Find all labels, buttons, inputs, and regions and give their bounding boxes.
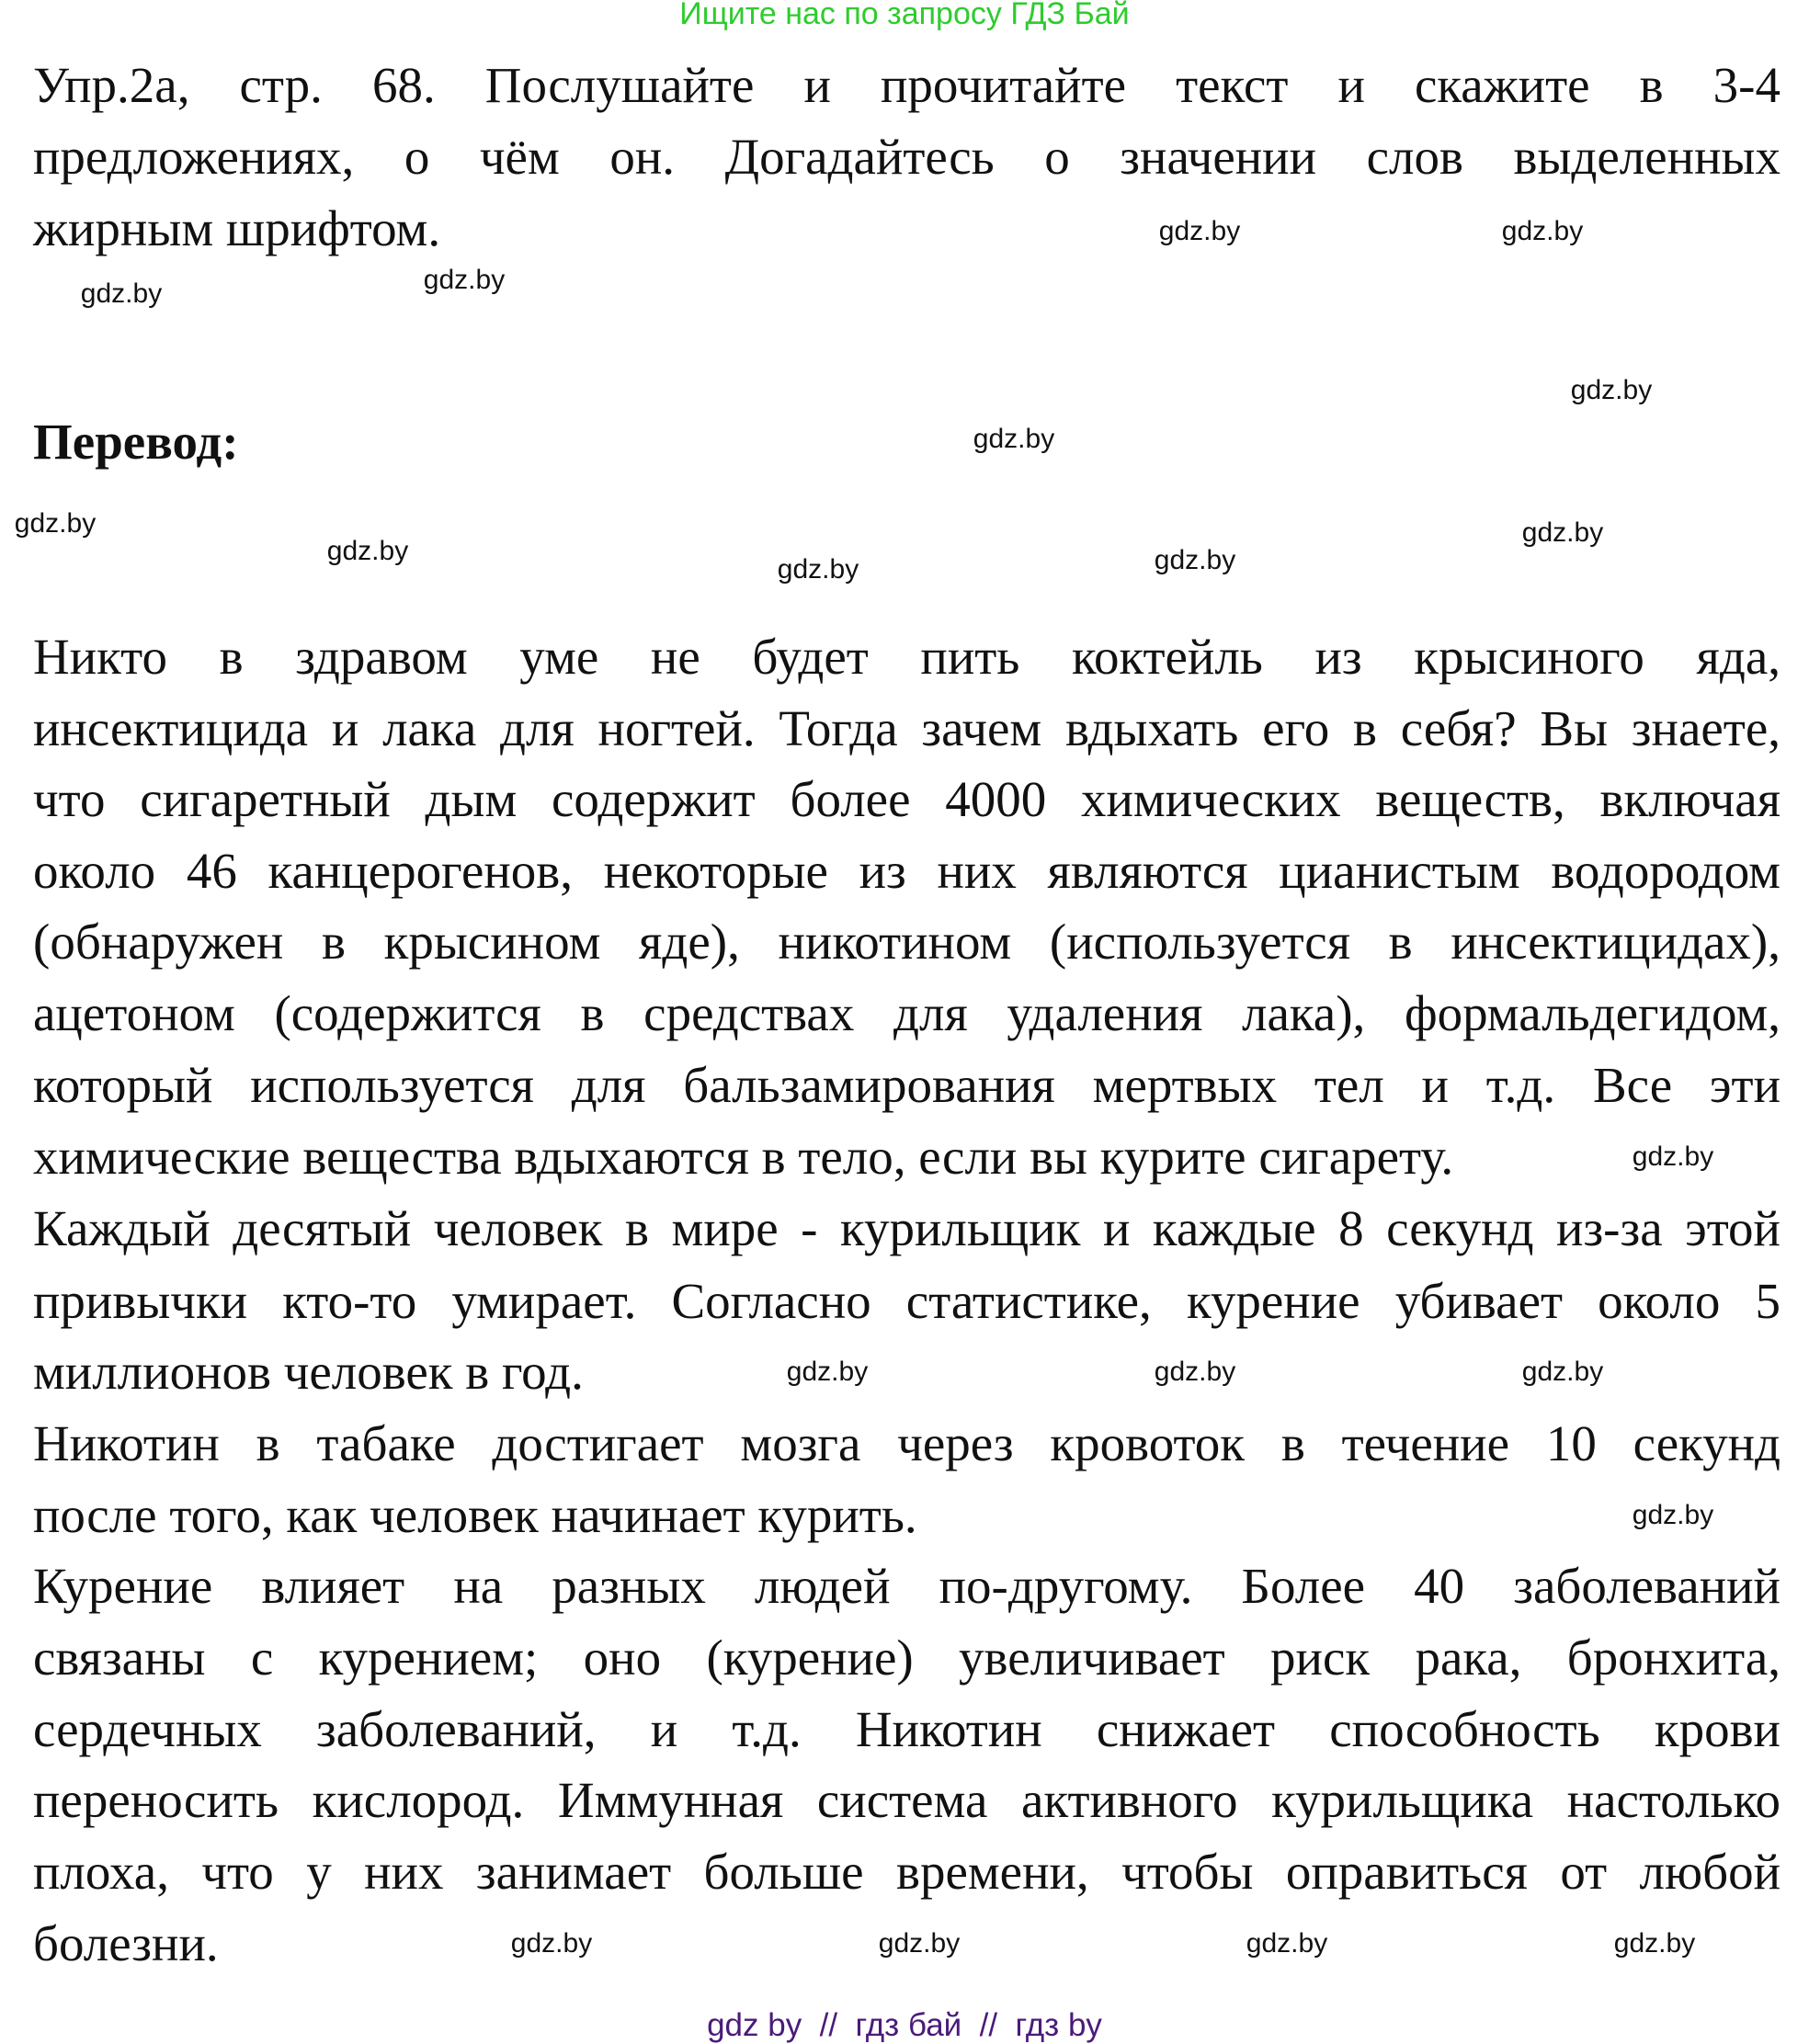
body-line: Каждый десятый человек в мире - курильщик и каждые 8 секунд из-за этой <box>33 1200 1781 1256</box>
watermark: gdz.by <box>1521 1357 1604 1387</box>
body-line: который используется для бальзамирования мертвых тел и т.д. Все эти <box>33 1057 1781 1113</box>
watermark: gdz.by <box>1521 517 1604 548</box>
watermark: gdz.by <box>1632 1500 1714 1530</box>
body-line: миллионов человек в год. <box>33 1344 584 1400</box>
watermark: gdz.by <box>1613 1928 1696 1959</box>
watermark: gdz.by <box>14 508 97 539</box>
body-line: привычки кто-то умирает. Согласно статистике, курение убивает около 5 <box>33 1273 1781 1329</box>
watermark: gdz.by <box>423 265 506 295</box>
body-line: около 46 канцерогенов, некоторые из них являются цианистым водородом <box>33 843 1781 899</box>
body-line: (обнаружен в крысином яде), никотином (используется в инсектицидах), <box>33 914 1781 970</box>
body-line: Курение влияет на разных людей по-другому. Более 40 заболеваний <box>33 1558 1781 1614</box>
watermark: gdz.by <box>1246 1928 1328 1959</box>
body-line: сердечных заболеваний, и т.д. Никотин снижает способность крови <box>33 1701 1781 1757</box>
body-line: переносить кислород. Иммунная система активного курильщика настолько <box>33 1772 1781 1828</box>
body-line: Никотин в табаке достигает мозга через кровоток в течение 10 секунд <box>33 1415 1781 1471</box>
watermark: gdz.by <box>973 424 1055 454</box>
body-line: что сигаретный дым содержит более 4000 химических веществ, включая <box>33 771 1781 827</box>
watermark: gdz.by <box>1632 1141 1714 1172</box>
watermark: gdz.by <box>1501 216 1584 246</box>
task-line: жирным шрифтом. <box>33 200 441 256</box>
body-line: ацетоном (содержится в средствах для удаления лака), формальдегидом, <box>33 985 1781 1041</box>
task-line: Упр.2а, стр. 68. Послушайте и прочитайте текст и скажите в 3-4 <box>33 57 1781 113</box>
body-line: плоха, что у них занимает больше времени, чтобы оправиться от любой <box>33 1844 1781 1900</box>
watermark: gdz.by <box>1154 545 1236 575</box>
body-line: после того, как человек начинает курить. <box>33 1487 917 1543</box>
watermark: gdz.by <box>1158 216 1241 246</box>
body-line: химические вещества вдыхаются в тело, если вы курите сигарету. <box>33 1129 1454 1185</box>
footer-links: gdz by // гдз бай // гдз by <box>707 2007 1102 2043</box>
search-hint-banner: Ищите нас по запросу ГДЗ Бай <box>679 0 1130 31</box>
watermark: gdz.by <box>777 554 859 585</box>
watermark: gdz.by <box>80 278 163 309</box>
watermark: gdz.by <box>878 1928 961 1959</box>
watermark: gdz.by <box>1570 375 1653 405</box>
task-line: предложениях, о чём он. Догадайтесь о значении слов выделенных <box>33 129 1781 185</box>
watermark: gdz.by <box>326 536 409 566</box>
translation-heading: Перевод: <box>33 414 239 470</box>
body-line: Никто в здравом уме не будет пить коктейль из крысиного яда, <box>33 629 1781 685</box>
body-line: инсектицида и лака для ногтей. Тогда зачем вдыхать его в себя? Вы знаете, <box>33 700 1781 756</box>
watermark: gdz.by <box>786 1357 869 1387</box>
watermark: gdz.by <box>510 1928 593 1959</box>
body-line: болезни. <box>33 1915 219 1971</box>
watermark: gdz.by <box>1154 1357 1236 1387</box>
body-line: связаны с курением; оно (курение) увеличивает риск рака, бронхита, <box>33 1630 1781 1686</box>
